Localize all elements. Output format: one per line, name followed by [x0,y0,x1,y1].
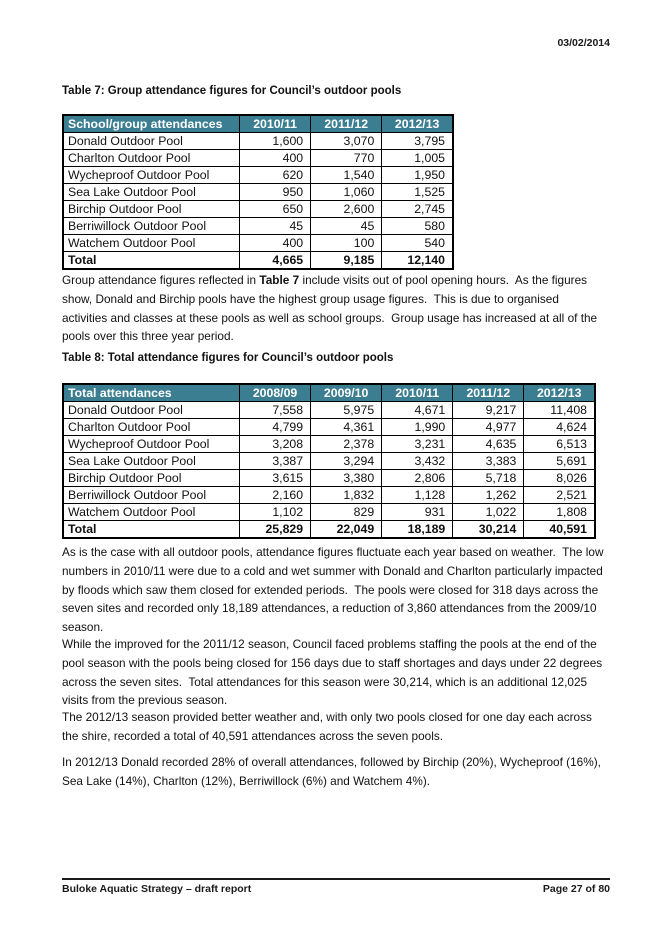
value-cell: 5,975 [311,402,382,419]
value-cell: 45 [311,218,382,235]
value-cell: 3,294 [311,453,382,470]
value-cell: 4,799 [240,419,311,436]
column-header-year: 2012/13 [382,115,453,133]
pool-name-cell: Charlton Outdoor Pool [63,150,240,167]
table-row [63,436,595,453]
value-cell: 4,635 [453,436,524,453]
value-cell: 12,140 [382,252,453,270]
value-cell: 1,005 [382,150,453,167]
value-cell: 620 [240,167,311,184]
value-cell: 3,070 [311,133,382,150]
pool-name-cell: Total [63,252,240,270]
value-cell: 1,128 [382,487,453,504]
table-row [63,150,453,167]
column-header-year: 2009/10 [311,384,382,402]
value-cell: 650 [240,201,311,218]
table7-reference: Table 7 [259,273,300,287]
pool-name-cell: Sea Lake Outdoor Pool [63,453,240,470]
table-row [63,218,453,235]
value-cell: 1,990 [382,419,453,436]
pool-name-cell: Wycheproof Outdoor Pool [63,436,240,453]
table7-header-row [63,115,453,133]
value-cell: 9,185 [311,252,382,270]
table8-title: Table 8: Total attendance figures for Council’s outdoor pools [62,352,394,364]
table-row [63,201,453,218]
value-cell: 580 [382,218,453,235]
table-row [63,419,595,436]
paragraph-text: Group attendance figures reflected in [62,273,260,287]
paragraph-group-attendance [62,271,607,346]
value-cell: 1,022 [453,504,524,521]
table-row [63,235,453,252]
column-header-year: 2008/09 [240,384,311,402]
value-cell: 3,380 [311,470,382,487]
value-cell: 45 [240,218,311,235]
table-row [63,167,453,184]
table8-header-row [63,384,595,402]
footer-report-title: Buloke Aquatic Strategy – draft report [62,883,252,895]
column-header-year: 2011/12 [453,384,524,402]
table-row [63,184,453,201]
value-cell: 25,829 [240,521,311,539]
value-cell: 4,671 [382,402,453,419]
value-cell: 400 [240,150,311,167]
value-cell: 2,745 [382,201,453,218]
value-cell: 4,977 [453,419,524,436]
value-cell: 950 [240,184,311,201]
value-cell: 40,591 [524,521,595,539]
value-cell: 1,102 [240,504,311,521]
paragraph-text: include visits out of pool opening hours. As the figures show, Donald and Birchip pools have the highest group usage figures. This is due to organised activities and classes at these pools as well as school groups. Group usage has increased at all of the pools over this three year period. [62,273,601,344]
table-row [63,470,595,487]
value-cell: 1,950 [382,167,453,184]
pool-name-cell: Total [63,521,240,539]
table-row [63,504,595,521]
value-cell: 4,665 [240,252,311,270]
value-cell: 8,026 [524,470,595,487]
pool-name-cell: Charlton Outdoor Pool [63,419,240,436]
value-cell: 2,160 [240,487,311,504]
table7-group-attendances [62,114,454,270]
value-cell: 1,600 [240,133,311,150]
value-cell: 1,060 [311,184,382,201]
pool-name-cell: Donald Outdoor Pool [63,402,240,419]
column-header-label: Total attendances [63,384,240,402]
paragraph-2012-13-season: The 2012/13 season provided better weather and, with only two pools closed for one day each across the shire, recorded a total of 40,591 attendances across the seven pools. [62,710,596,743]
value-cell: 931 [382,504,453,521]
value-cell: 5,718 [453,470,524,487]
pool-name-cell: Watchem Outdoor Pool [63,235,240,252]
total-row [63,521,595,539]
value-cell: 770 [311,150,382,167]
column-header-year: 2010/11 [382,384,453,402]
value-cell: 4,361 [311,419,382,436]
pool-name-cell: Berriwillock Outdoor Pool [63,218,240,235]
value-cell: 3,208 [240,436,311,453]
value-cell: 3,383 [453,453,524,470]
value-cell: 2,600 [311,201,382,218]
value-cell: 3,432 [382,453,453,470]
column-header-label: School/group attendances [63,115,240,133]
pool-name-cell: Birchip Outdoor Pool [63,470,240,487]
value-cell: 7,558 [240,402,311,419]
column-header-year: 2011/12 [311,115,382,133]
value-cell: 2,521 [524,487,595,504]
table8-total-attendances [62,383,596,539]
value-cell: 2,806 [382,470,453,487]
pool-name-cell: Watchem Outdoor Pool [63,504,240,521]
value-cell: 400 [240,235,311,252]
value-cell: 829 [311,504,382,521]
table-row [63,402,595,419]
value-cell: 11,408 [524,402,595,419]
paragraph-weather-fluctuation: As is the case with all outdoor pools, attendance figures fluctuate each year based on weather. The low numbers in 2010/11 were due to a cold and wet summer with Donald and Charlton particularly impacted by floods which saw them closed for extended periods. The pools were closed for 318 days across the seven sites and recorded only 18,189 attendances, a reduction of 3,860 attendances from the 2009/10 season. [62,545,607,635]
table-row [63,487,595,504]
value-cell: 3,387 [240,453,311,470]
value-cell: 3,231 [382,436,453,453]
column-header-year: 2010/11 [240,115,311,133]
value-cell: 1,262 [453,487,524,504]
pool-name-cell: Wycheproof Outdoor Pool [63,167,240,184]
pool-name-cell: Birchip Outdoor Pool [63,201,240,218]
value-cell: 6,513 [524,436,595,453]
value-cell: 1,832 [311,487,382,504]
table7-title: Table 7: Group attendance figures for Council’s outdoor pools [62,85,402,97]
pool-name-cell: Sea Lake Outdoor Pool [63,184,240,201]
value-cell: 9,217 [453,402,524,419]
paragraph-2011-12-season: While the improved for the 2011/12 season, Council faced problems staffing the pools at the end of the pool season with the pools being closed for 156 days due to staff shortages and days under 22 degrees across the seven sites. Total attendances for this season were 30,214, which is an additional 12,025 visits from the previous season. [62,637,606,708]
paragraph-attendance-shares: In 2012/13 Donald recorded 28% of overall attendances, followed by Birchip (20%), Wycheproof (16%), Sea Lake (14%), Charlton (12%), Berriwillock (6%) and Watchem 4%). [62,755,605,788]
document-date: 03/02/2014 [557,37,610,49]
value-cell: 1,808 [524,504,595,521]
total-row [63,252,453,270]
value-cell: 1,540 [311,167,382,184]
column-header-year: 2012/13 [524,384,595,402]
value-cell: 1,525 [382,184,453,201]
value-cell: 540 [382,235,453,252]
table-row [63,133,453,150]
value-cell: 22,049 [311,521,382,539]
value-cell: 100 [311,235,382,252]
page-footer [62,878,610,895]
value-cell: 3,795 [382,133,453,150]
table-row [63,453,595,470]
value-cell: 18,189 [382,521,453,539]
pool-name-cell: Berriwillock Outdoor Pool [63,487,240,504]
value-cell: 30,214 [453,521,524,539]
value-cell: 4,624 [524,419,595,436]
value-cell: 5,691 [524,453,595,470]
footer-page-number: Page 27 of 80 [542,883,610,895]
value-cell: 3,615 [240,470,311,487]
value-cell: 2,378 [311,436,382,453]
pool-name-cell: Donald Outdoor Pool [63,133,240,150]
